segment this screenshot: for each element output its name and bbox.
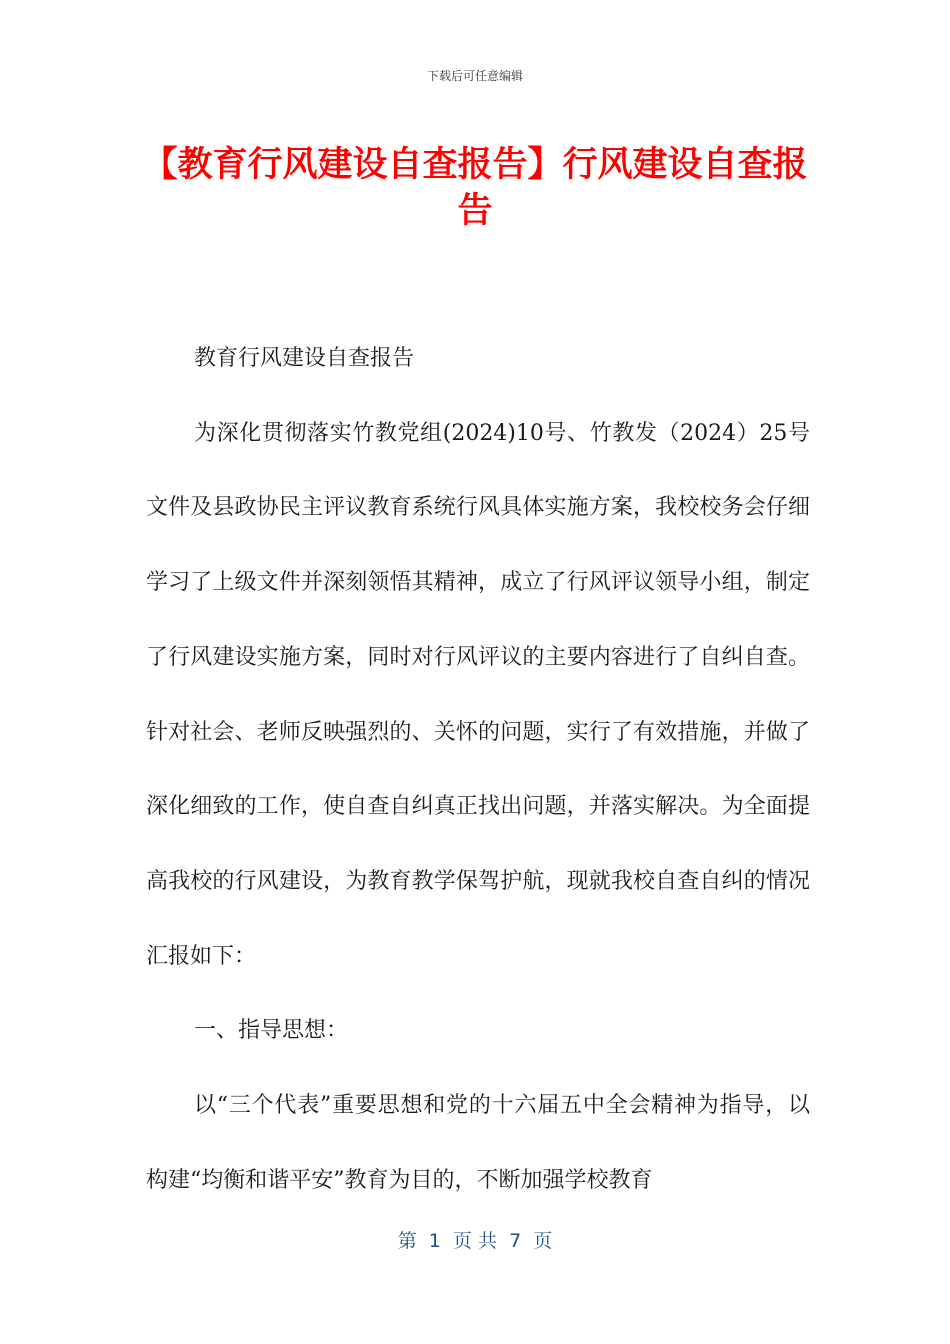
paragraph-guiding: 以“三个代表”重要思想和党的十六届五中全会精神为指导，以构建“均衡和谐平安”教育为目的，不断加强学校教育 bbox=[146, 1093, 810, 1193]
page-footer: 第 1 页 共 7 页 bbox=[397, 1230, 553, 1252]
document-title: 【教育行风建设自查报告】行风建设自查报告 bbox=[142, 145, 808, 231]
section-heading: 一、指导思想： bbox=[194, 1018, 349, 1044]
document-body bbox=[146, 322, 810, 1218]
paragraph-heading: 教育行风建设自查报告 bbox=[194, 346, 415, 371]
paragraph-intro: 为深化贯彻落实竹教党组(2024)10号、竹教发（2024）25号文件及县政协民主评议教育系统行风具体实施方案，我校校务会仔细学习了上级文件并深刻领悟其精神，成立了行风评议领导小组，制定了行风建设实施方案，同时对行风评议的主要内容进行了自纠自查。针对社会、老师反映强烈的、关怀的问题，实行了有效措施，并做了深化细致的工作，使自查自纠真正找出问题，并落实解决。为全面提高我校的行风建设，为教育教学保驾护航，现就我校自查自纠的情况汇报如下： bbox=[146, 420, 810, 969]
header-note: 下载后可任意编辑 bbox=[426, 69, 523, 83]
